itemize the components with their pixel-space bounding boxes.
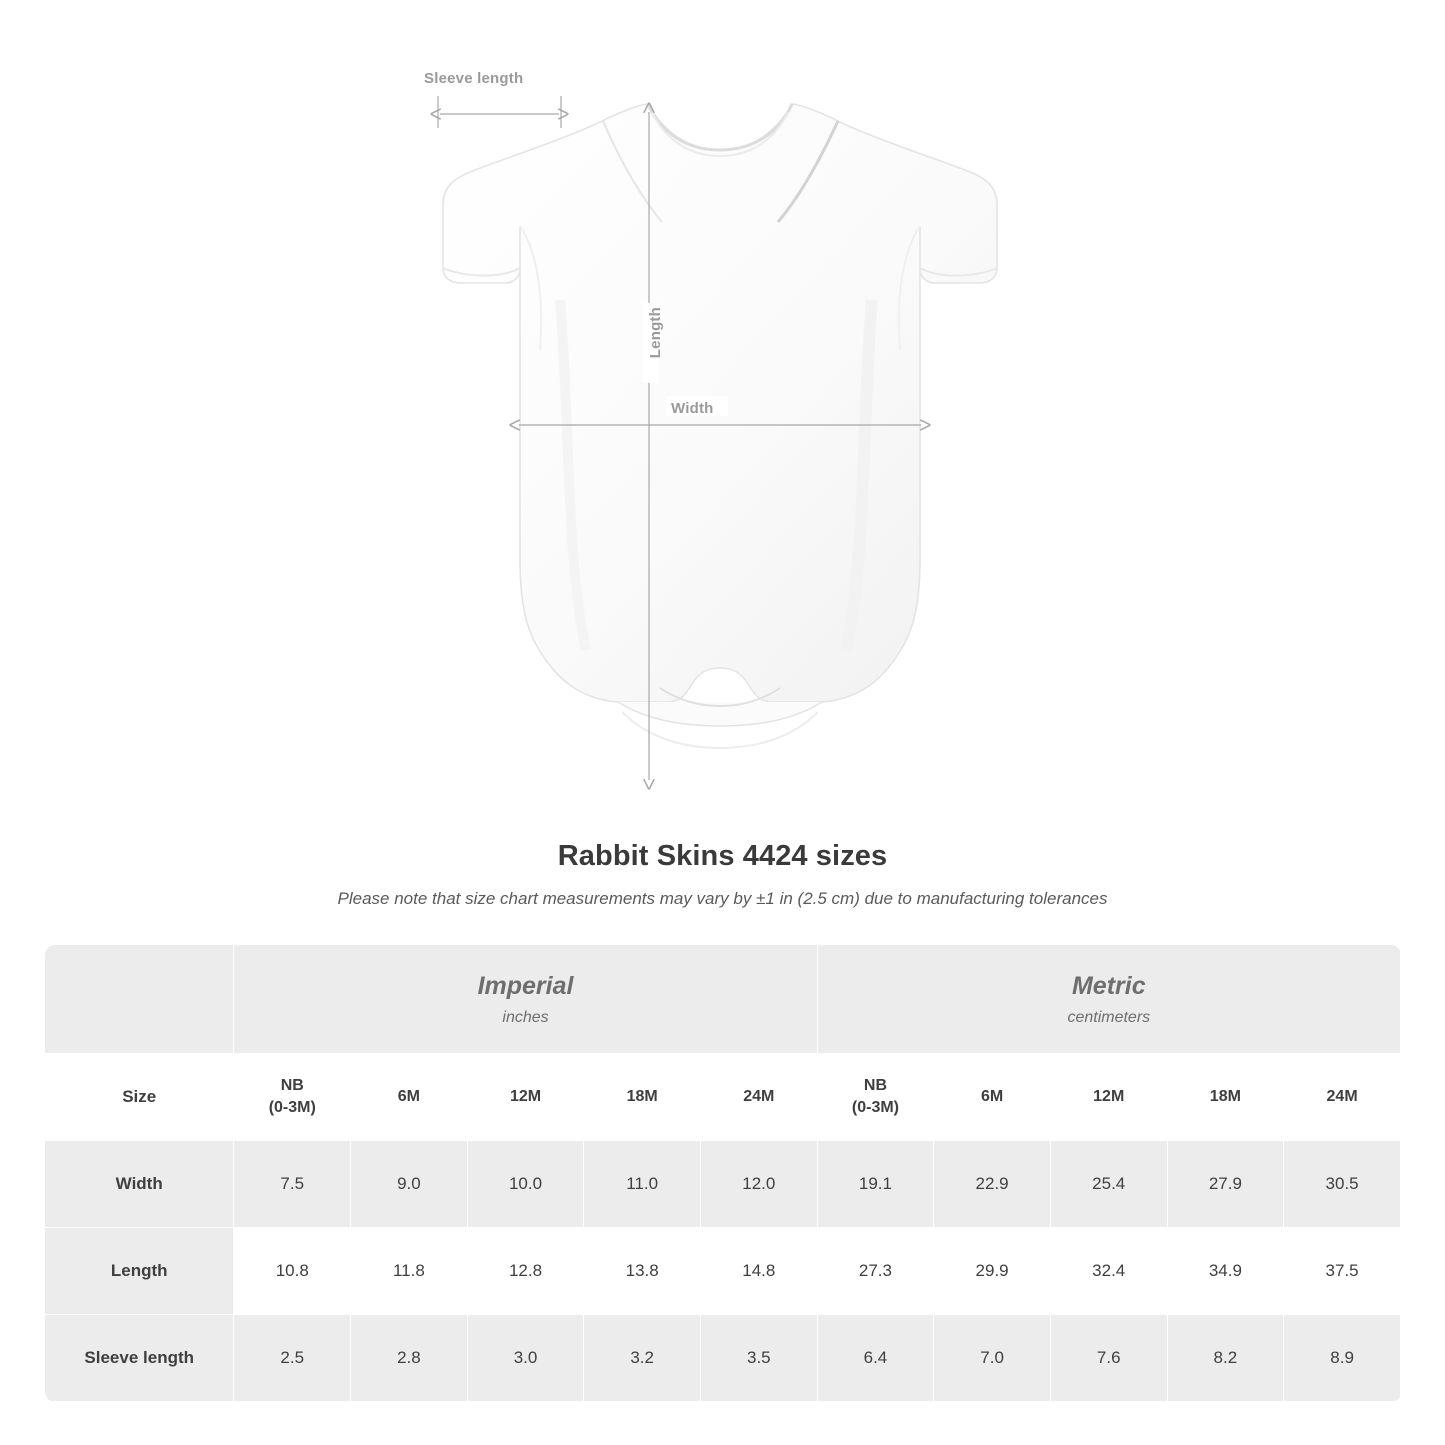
unit-group-metric bbox=[817, 945, 1400, 1054]
cell: 8.9 bbox=[1284, 1315, 1401, 1402]
column-header-line1: 18M bbox=[626, 1088, 658, 1106]
title-block bbox=[0, 840, 1445, 909]
column-header-cell bbox=[234, 1054, 351, 1141]
column-header-cell bbox=[1284, 1054, 1401, 1141]
row-header-label: Size bbox=[45, 1054, 234, 1141]
column-header-cell bbox=[1167, 1054, 1284, 1141]
cell: 10.0 bbox=[467, 1141, 584, 1228]
cell: 19.1 bbox=[817, 1141, 934, 1228]
table-row bbox=[45, 1228, 1401, 1315]
cell: 29.9 bbox=[934, 1228, 1051, 1315]
column-header-row bbox=[45, 1054, 1401, 1141]
unit-group-imperial bbox=[234, 945, 817, 1054]
column-header-line1: NB bbox=[280, 1077, 304, 1095]
column-header-cell bbox=[584, 1054, 701, 1141]
cell: 7.0 bbox=[934, 1315, 1051, 1402]
size-table bbox=[44, 944, 1401, 1402]
cell: 3.5 bbox=[700, 1315, 817, 1402]
cell: 30.5 bbox=[1284, 1141, 1401, 1228]
cell: 27.3 bbox=[817, 1228, 934, 1315]
cell: 8.2 bbox=[1167, 1315, 1284, 1402]
cell: 3.0 bbox=[467, 1315, 584, 1402]
column-header-cell bbox=[467, 1054, 584, 1141]
column-header-cell bbox=[351, 1054, 468, 1141]
cell: 11.0 bbox=[584, 1141, 701, 1228]
length-dimension-label: Length bbox=[647, 307, 664, 359]
cell: 12.0 bbox=[700, 1141, 817, 1228]
table-row bbox=[45, 1141, 1401, 1228]
unit-group-spacer bbox=[45, 945, 234, 1054]
cell: 34.9 bbox=[1167, 1228, 1284, 1315]
column-header-cell bbox=[817, 1054, 934, 1141]
cell: 12.8 bbox=[467, 1228, 584, 1315]
cell: 32.4 bbox=[1050, 1228, 1167, 1315]
row-label-width: Width bbox=[45, 1141, 234, 1228]
column-header-line1: 12M bbox=[509, 1088, 542, 1106]
cell: 22.9 bbox=[934, 1141, 1051, 1228]
column-header-cell bbox=[1050, 1054, 1167, 1141]
column-header-line1: 6M bbox=[980, 1088, 1004, 1106]
column-header-line1: 24M bbox=[743, 1088, 775, 1106]
cell: 9.0 bbox=[351, 1141, 468, 1228]
cell: 13.8 bbox=[584, 1228, 701, 1315]
cell: 7.6 bbox=[1050, 1315, 1167, 1402]
cell: 2.5 bbox=[234, 1315, 351, 1402]
unit-group-imperial-name: Imperial bbox=[477, 971, 574, 1000]
column-header-line1: 24M bbox=[1326, 1088, 1358, 1106]
row-label-length: Length bbox=[45, 1228, 234, 1315]
column-header-line2: (0-3M) bbox=[851, 1099, 899, 1116]
cell: 2.8 bbox=[351, 1315, 468, 1402]
cell: 37.5 bbox=[1284, 1228, 1401, 1315]
column-header-line1: NB bbox=[863, 1077, 887, 1095]
sleeve-length-dimension-label: Sleeve length bbox=[424, 70, 524, 87]
cell: 3.2 bbox=[584, 1315, 701, 1402]
cell: 10.8 bbox=[234, 1228, 351, 1315]
size-table-wrapper bbox=[44, 944, 1401, 1402]
cell: 6.4 bbox=[817, 1315, 934, 1402]
cell: 14.8 bbox=[700, 1228, 817, 1315]
unit-group-metric-sub: centimeters bbox=[1067, 1008, 1151, 1026]
cell: 25.4 bbox=[1050, 1141, 1167, 1228]
unit-group-row bbox=[45, 945, 1401, 1054]
table-row bbox=[45, 1315, 1401, 1402]
column-header-line2: (0-3M) bbox=[268, 1099, 316, 1116]
column-header-line1: 6M bbox=[397, 1088, 420, 1106]
column-header-cell bbox=[934, 1054, 1051, 1141]
tolerance-note: Please note that size chart measurements may vary by ±1 in (2.5 cm) due to manufacturing tolerances bbox=[337, 889, 1108, 908]
cell: 27.9 bbox=[1167, 1141, 1284, 1228]
column-header-cell bbox=[700, 1054, 817, 1141]
page-title: Rabbit Skins 4424 sizes bbox=[557, 840, 888, 872]
row-label-sleeve-length: Sleeve length bbox=[45, 1315, 234, 1402]
cell: 11.8 bbox=[351, 1228, 468, 1315]
width-dimension-label: Width bbox=[671, 400, 714, 417]
column-header-line1: 18M bbox=[1209, 1088, 1241, 1106]
cell: 7.5 bbox=[234, 1141, 351, 1228]
unit-group-imperial-sub: inches bbox=[502, 1008, 549, 1026]
unit-group-metric-name: Metric bbox=[1071, 971, 1146, 1000]
column-header-line1: 12M bbox=[1093, 1088, 1125, 1106]
